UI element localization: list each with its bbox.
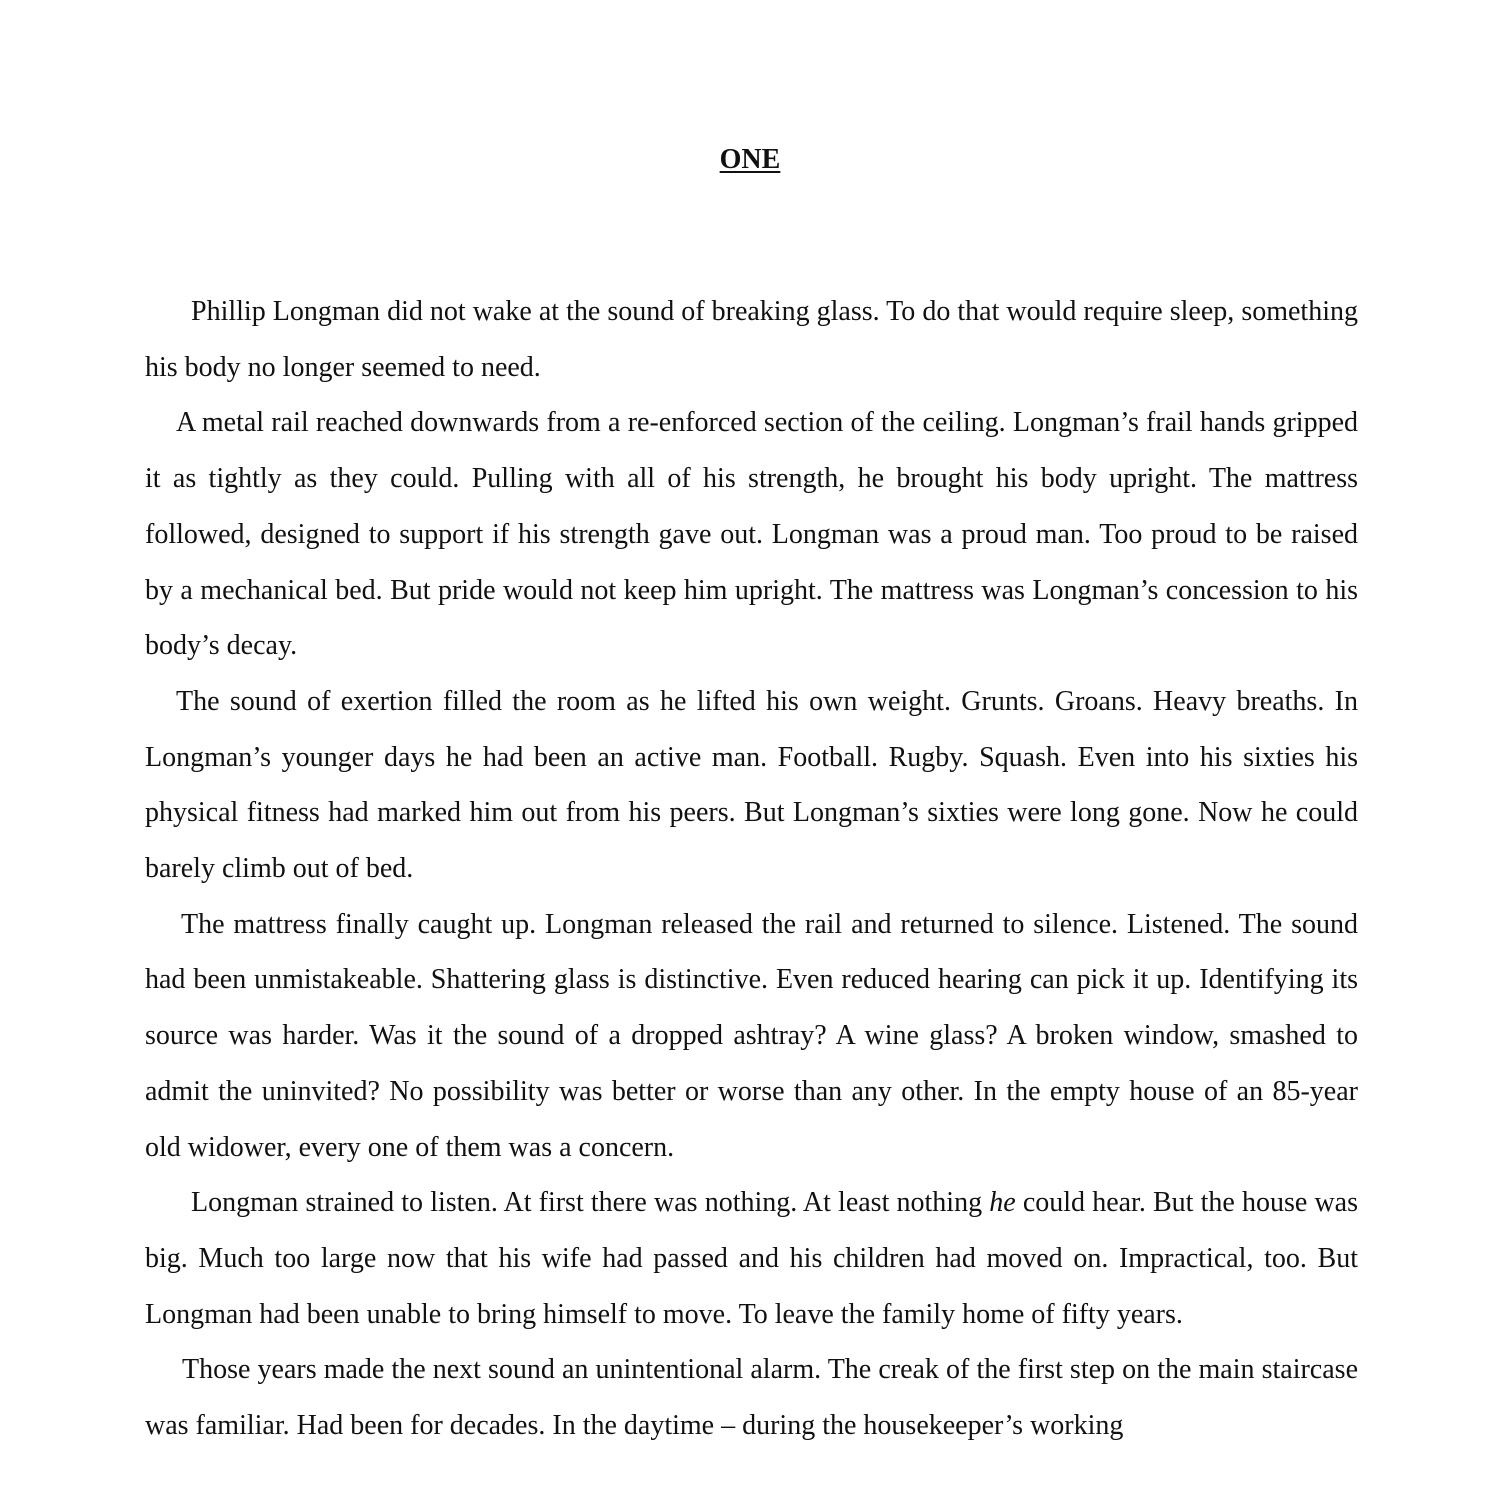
chapter-body <box>145 284 1358 1454</box>
paragraph-2: A metal rail reached downwards from a re-enforced section of the ceiling. Longman’s frail hands gripped it as tightly as they could. Pulling with all of his strength, he brought his body upright. The mattress followed, designed to support if his strength gave out. Longman was a proud man. Too proud to be raised by a mechanical bed. But pride would not keep him upright. The mattress was Longman’s concession to his body’s decay. <box>145 407 1358 662</box>
paragraph-3: The sound of exertion filled the room as he lifted his own weight. Grunts. Groans. Heavy breaths. In Longman’s younger days he had been an active man. Football. Rugby. Squash. Even into his sixties his physical fitness had marked him out from his peers. But Longman’s sixties were long gone. Now he could barely climb out of bed. <box>145 685 1358 885</box>
paragraph-1: Phillip Longman did not wake at the sound of breaking glass. To do that would require sleep, something his body no longer seemed to need. <box>145 296 1358 383</box>
paragraph-5-emphasis: he <box>989 1187 1016 1219</box>
paragraph-5 <box>145 1175 1358 1342</box>
paragraph-5-text-start: Longman strained to listen. At first there was nothing. At least nothing <box>191 1187 990 1219</box>
paragraph-4: The mattress finally caught up. Longman released the rail and returned to silence. Listened. The sound had been unmistakeable. Shattering glass is distinctive. Even reduced hearing can pick it up. Identifying its source was harder. Was it the sound of a dropped ashtray? A wine glass? A broken window, smashed to admit the uninvited? No possibility was better or worse than any other. In the empty house of an 85-year old widower, every one of them was a concern. <box>145 908 1358 1163</box>
paragraph-6: Those years made the next sound an unintentional alarm. The creak of the first step on the main staircase was familiar. Had been for decades. In the daytime – during the housekeeper’s working <box>145 1354 1358 1442</box>
chapter-title: ONE <box>719 144 781 175</box>
paragraph-5-text-end: could hear. But the house was big. Much too large now that his wife had passed and his children had moved on. Impractical, too. But Longman had been unable to bring himself to move. To leave the family home of fifty years. <box>145 1187 1358 1330</box>
